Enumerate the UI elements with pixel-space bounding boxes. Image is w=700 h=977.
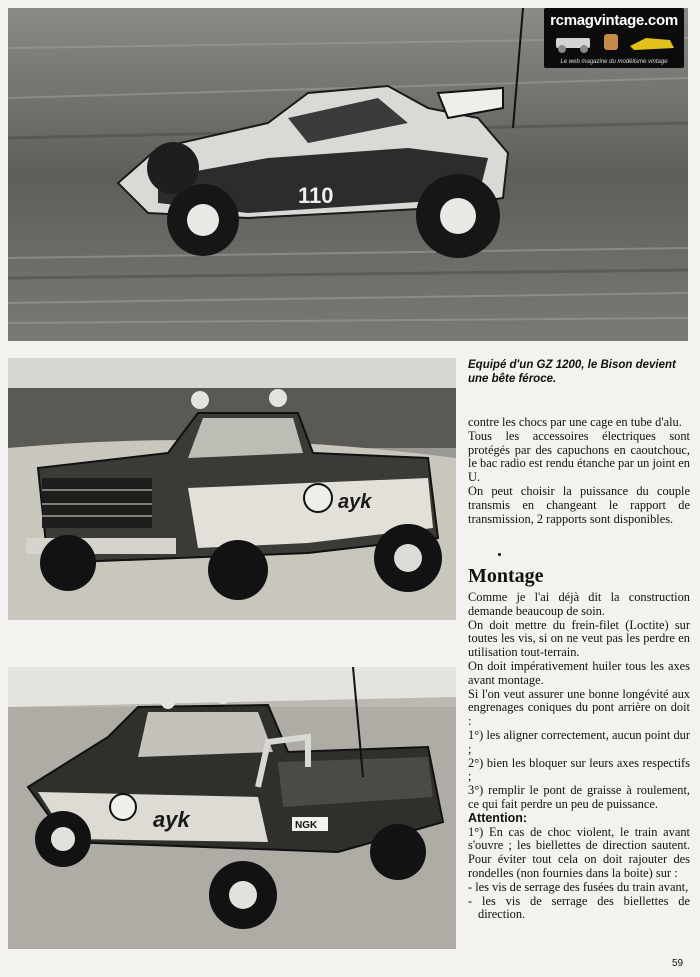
paragraph: 1°) En cas de choc violent, le train avant s'ouvre ; les biellettes de direction sautent. Pour éviter tout cela on doit rajouter des rondelles (non fournies dans la boite) sur : — [468, 824, 690, 880]
logo-brand-text: rcmagvintage.com — [550, 12, 678, 29]
paragraph: contre les chocs par une cage en tube d'alu. — [468, 415, 682, 429]
list-item: - les vis de serrage des biellettes de direction. — [468, 893, 690, 922]
site-logo[interactable] — [544, 8, 684, 68]
list-item: - les vis de serrage des fusées du train avant, — [468, 879, 689, 894]
paragraph: Comme je l'ai déjà dit la construction demande beaucoup de soin. — [468, 590, 690, 618]
buggy-number-decal: 110 — [298, 183, 334, 208]
attention-heading: Attention: — [468, 810, 528, 825]
section-heading-montage: Montage — [468, 565, 544, 587]
ornament-dot — [498, 553, 501, 556]
paragraph: On doit impérativement huiler tous les axes avant montage. — [468, 658, 690, 687]
article-montage — [468, 591, 690, 922]
ngk-decal: NGK — [295, 820, 318, 831]
paragraph: On doit mettre du frein-filet (Loctite) sur toutes les vis, si on ne veut pas les perdre en utilisation tout-terrain. — [468, 617, 690, 660]
list-item: 2°) bien les bloquer sur leurs axes respectifs ; — [468, 755, 690, 784]
paragraph: Tous les accessoires électriques sont protégés par des capuchons en caoutchouc, le bac radio est rendu étanche par un joint en U. — [468, 428, 690, 485]
page-number: 59 — [672, 958, 684, 969]
logo-tagline: Le web magazine du modélisme vintage — [560, 59, 668, 65]
paragraph: On peut choisir la puissance du couple transmis en changeant le rapport de transmission, 2 rapports sont disponibles. — [468, 483, 690, 526]
list-item: 1°) les aligner correctement, aucun point dur ; — [468, 727, 690, 756]
logo-cars-icon — [550, 30, 678, 54]
list-item: 3°) remplir le pont de graisse à roulement, ce qui fait perdre un peu de puissance. — [468, 783, 690, 811]
truck-rear-sponsor-decal: ayk — [153, 807, 190, 832]
article-intro — [468, 416, 690, 526]
paragraph: Si l'on veut assurer une bonne longévité aux engrenages coniques du pont arrière on doit : — [468, 686, 690, 729]
photo-truck-front — [8, 358, 456, 620]
photo-caption: Equipé d'un GZ 1200, le Bison devient une bête féroce. — [468, 359, 676, 385]
photo-truck-rear — [8, 667, 456, 949]
truck-front-sponsor-decal: ayk — [338, 491, 372, 513]
